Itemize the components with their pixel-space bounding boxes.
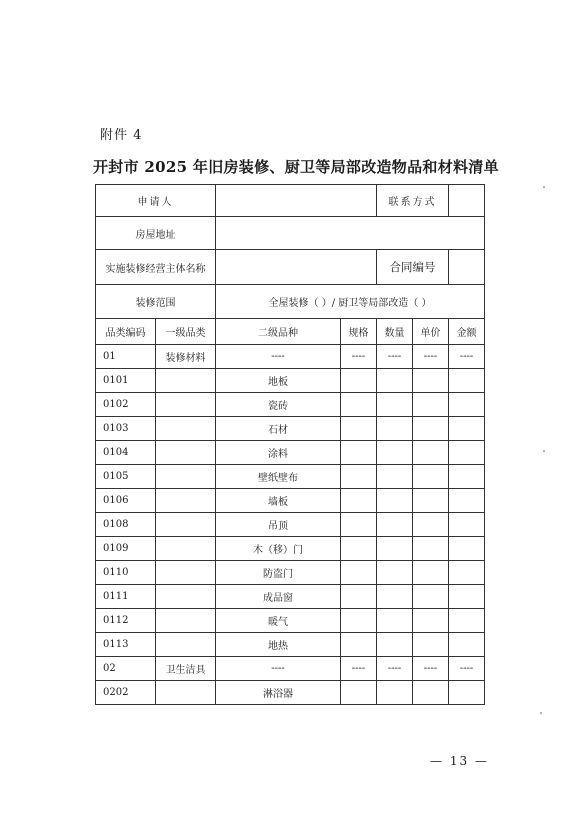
cell-category: [156, 561, 216, 585]
cell-amount: ----: [449, 657, 485, 681]
cell-spec[interactable]: [341, 537, 377, 561]
cell-spec[interactable]: [341, 369, 377, 393]
cell-price[interactable]: [413, 441, 449, 465]
contact-label: 联系方式: [377, 185, 449, 217]
cell-amount[interactable]: [449, 609, 485, 633]
col-header-item: 二级品种: [216, 319, 341, 345]
table-row: [96, 537, 485, 561]
table-row: [96, 681, 485, 705]
table-row: [96, 561, 485, 585]
cell-qty[interactable]: [377, 633, 413, 657]
cell-price[interactable]: [413, 609, 449, 633]
cell-item: 瓷砖: [216, 393, 341, 417]
cell-amount[interactable]: [449, 513, 485, 537]
cell-category: [156, 537, 216, 561]
cell-qty[interactable]: [377, 369, 413, 393]
cell-qty: ----: [377, 657, 413, 681]
cell-qty[interactable]: [377, 465, 413, 489]
cell-price[interactable]: [413, 513, 449, 537]
cell-qty[interactable]: [377, 441, 413, 465]
col-header-qty: 数量: [377, 319, 413, 345]
cell-code: 01: [96, 345, 156, 369]
address-label: 房屋地址: [96, 217, 216, 250]
scan-mark: [543, 450, 545, 452]
cell-item: ----: [216, 345, 341, 369]
cell-spec: ----: [341, 657, 377, 681]
col-header-category: 一级品类: [156, 319, 216, 345]
cell-qty[interactable]: [377, 393, 413, 417]
cell-amount[interactable]: [449, 489, 485, 513]
cell-amount[interactable]: [449, 369, 485, 393]
cell-category: [156, 417, 216, 441]
table-row: [96, 489, 485, 513]
cell-amount[interactable]: [449, 537, 485, 561]
cell-code: 0101: [96, 369, 156, 393]
cell-item: 暖气: [216, 609, 341, 633]
table-row: [96, 465, 485, 489]
cell-amount[interactable]: [449, 633, 485, 657]
table-row: [96, 345, 485, 369]
cell-spec[interactable]: [341, 417, 377, 441]
cell-spec[interactable]: [341, 585, 377, 609]
cell-item: 淋浴器: [216, 681, 341, 705]
cell-item: 地板: [216, 369, 341, 393]
table-row: [96, 441, 485, 465]
cell-amount[interactable]: [449, 465, 485, 489]
address-row: [96, 217, 485, 250]
cell-spec[interactable]: [341, 561, 377, 585]
cell-qty[interactable]: [377, 681, 413, 705]
applicant-row: [96, 185, 485, 217]
cell-item: 石材: [216, 417, 341, 441]
column-header-row: [96, 319, 485, 345]
annex-label: 附件 4: [100, 128, 143, 143]
cell-code: 0113: [96, 633, 156, 657]
table-row: [96, 369, 485, 393]
cell-price[interactable]: [413, 369, 449, 393]
table-row: [96, 393, 485, 417]
cell-category: [156, 681, 216, 705]
cell-item: 地热: [216, 633, 341, 657]
cell-amount[interactable]: [449, 417, 485, 441]
cell-price: ----: [413, 657, 449, 681]
cell-spec[interactable]: [341, 633, 377, 657]
item-rows: [96, 345, 485, 705]
table-row: [96, 657, 485, 681]
cell-code: 02: [96, 657, 156, 681]
table-row: [96, 609, 485, 633]
col-header-spec: 规格: [341, 319, 377, 345]
cell-code: 0111: [96, 585, 156, 609]
cell-amount[interactable]: [449, 393, 485, 417]
cell-spec[interactable]: [341, 513, 377, 537]
scope-options: 全屋装修（ ）/ 厨卫等局部改造（ ）: [216, 285, 485, 319]
cell-category: [156, 441, 216, 465]
contract-no-label: 合同编号: [377, 250, 449, 285]
cell-category: [156, 465, 216, 489]
cell-amount[interactable]: [449, 561, 485, 585]
cell-amount[interactable]: [449, 585, 485, 609]
cell-price[interactable]: [413, 681, 449, 705]
cell-price[interactable]: [413, 417, 449, 441]
cell-amount: ----: [449, 345, 485, 369]
cell-category: 卫生洁具: [156, 657, 216, 681]
cell-spec[interactable]: [341, 465, 377, 489]
cell-code: 0112: [96, 609, 156, 633]
document-title: 开封市 2025 年旧房装修、厨卫等局部改造物品和材料清单: [93, 158, 499, 176]
table-row: [96, 513, 485, 537]
scope-label: 装修范围: [96, 285, 216, 319]
cell-qty[interactable]: [377, 585, 413, 609]
cell-item: 吊顶: [216, 513, 341, 537]
cell-spec: ----: [341, 345, 377, 369]
cell-item: 涂料: [216, 441, 341, 465]
cell-code: 0110: [96, 561, 156, 585]
address-field[interactable]: [216, 217, 485, 250]
cell-category: [156, 609, 216, 633]
cell-code: 0105: [96, 465, 156, 489]
contact-field[interactable]: [449, 185, 485, 217]
col-header-price: 单价: [413, 319, 449, 345]
cell-code: 0104: [96, 441, 156, 465]
col-header-code: 品类编码: [96, 319, 156, 345]
cell-amount[interactable]: [449, 681, 485, 705]
contract-no-field[interactable]: [449, 250, 485, 285]
cell-category: [156, 369, 216, 393]
scope-row: [96, 285, 485, 319]
cell-price[interactable]: [413, 561, 449, 585]
cell-item: 壁纸壁布: [216, 465, 341, 489]
cell-price[interactable]: [413, 633, 449, 657]
cell-item: 成品窗: [216, 585, 341, 609]
cell-amount[interactable]: [449, 441, 485, 465]
material-list-table: [95, 184, 485, 705]
contractor-row: [96, 250, 485, 285]
cell-category: [156, 489, 216, 513]
cell-spec[interactable]: [341, 393, 377, 417]
applicant-label: 申请人: [96, 185, 216, 217]
table-row: [96, 633, 485, 657]
scan-mark: [540, 712, 542, 714]
cell-qty[interactable]: [377, 537, 413, 561]
scan-mark: [543, 186, 545, 188]
cell-code: 0109: [96, 537, 156, 561]
cell-spec[interactable]: [341, 441, 377, 465]
col-header-amount: 金额: [449, 319, 485, 345]
cell-qty[interactable]: [377, 609, 413, 633]
applicant-field[interactable]: [216, 185, 377, 217]
cell-price[interactable]: [413, 537, 449, 561]
cell-price[interactable]: [413, 465, 449, 489]
cell-item: ----: [216, 657, 341, 681]
cell-category: 装修材料: [156, 345, 216, 369]
cell-price[interactable]: [413, 489, 449, 513]
cell-qty[interactable]: [377, 489, 413, 513]
cell-item: 防盗门: [216, 561, 341, 585]
cell-price: ----: [413, 345, 449, 369]
cell-item: 墙板: [216, 489, 341, 513]
cell-qty: ----: [377, 345, 413, 369]
cell-code: 0102: [96, 393, 156, 417]
cell-category: [156, 633, 216, 657]
cell-spec[interactable]: [341, 609, 377, 633]
contractor-field[interactable]: [216, 250, 377, 285]
contractor-label: 实施装修经营主体名称: [96, 250, 216, 285]
table-row: [96, 585, 485, 609]
cell-qty[interactable]: [377, 417, 413, 441]
cell-code: 0202: [96, 681, 156, 705]
cell-spec[interactable]: [341, 681, 377, 705]
cell-item: 木（移）门: [216, 537, 341, 561]
cell-qty[interactable]: [377, 513, 413, 537]
table-row: [96, 417, 485, 441]
cell-code: 0108: [96, 513, 156, 537]
cell-category: [156, 585, 216, 609]
cell-category: [156, 513, 216, 537]
cell-code: 0106: [96, 489, 156, 513]
cell-spec[interactable]: [341, 489, 377, 513]
cell-qty[interactable]: [377, 561, 413, 585]
page-number: — 13 —: [430, 754, 489, 768]
cell-price[interactable]: [413, 393, 449, 417]
cell-code: 0103: [96, 417, 156, 441]
cell-price[interactable]: [413, 585, 449, 609]
cell-category: [156, 393, 216, 417]
